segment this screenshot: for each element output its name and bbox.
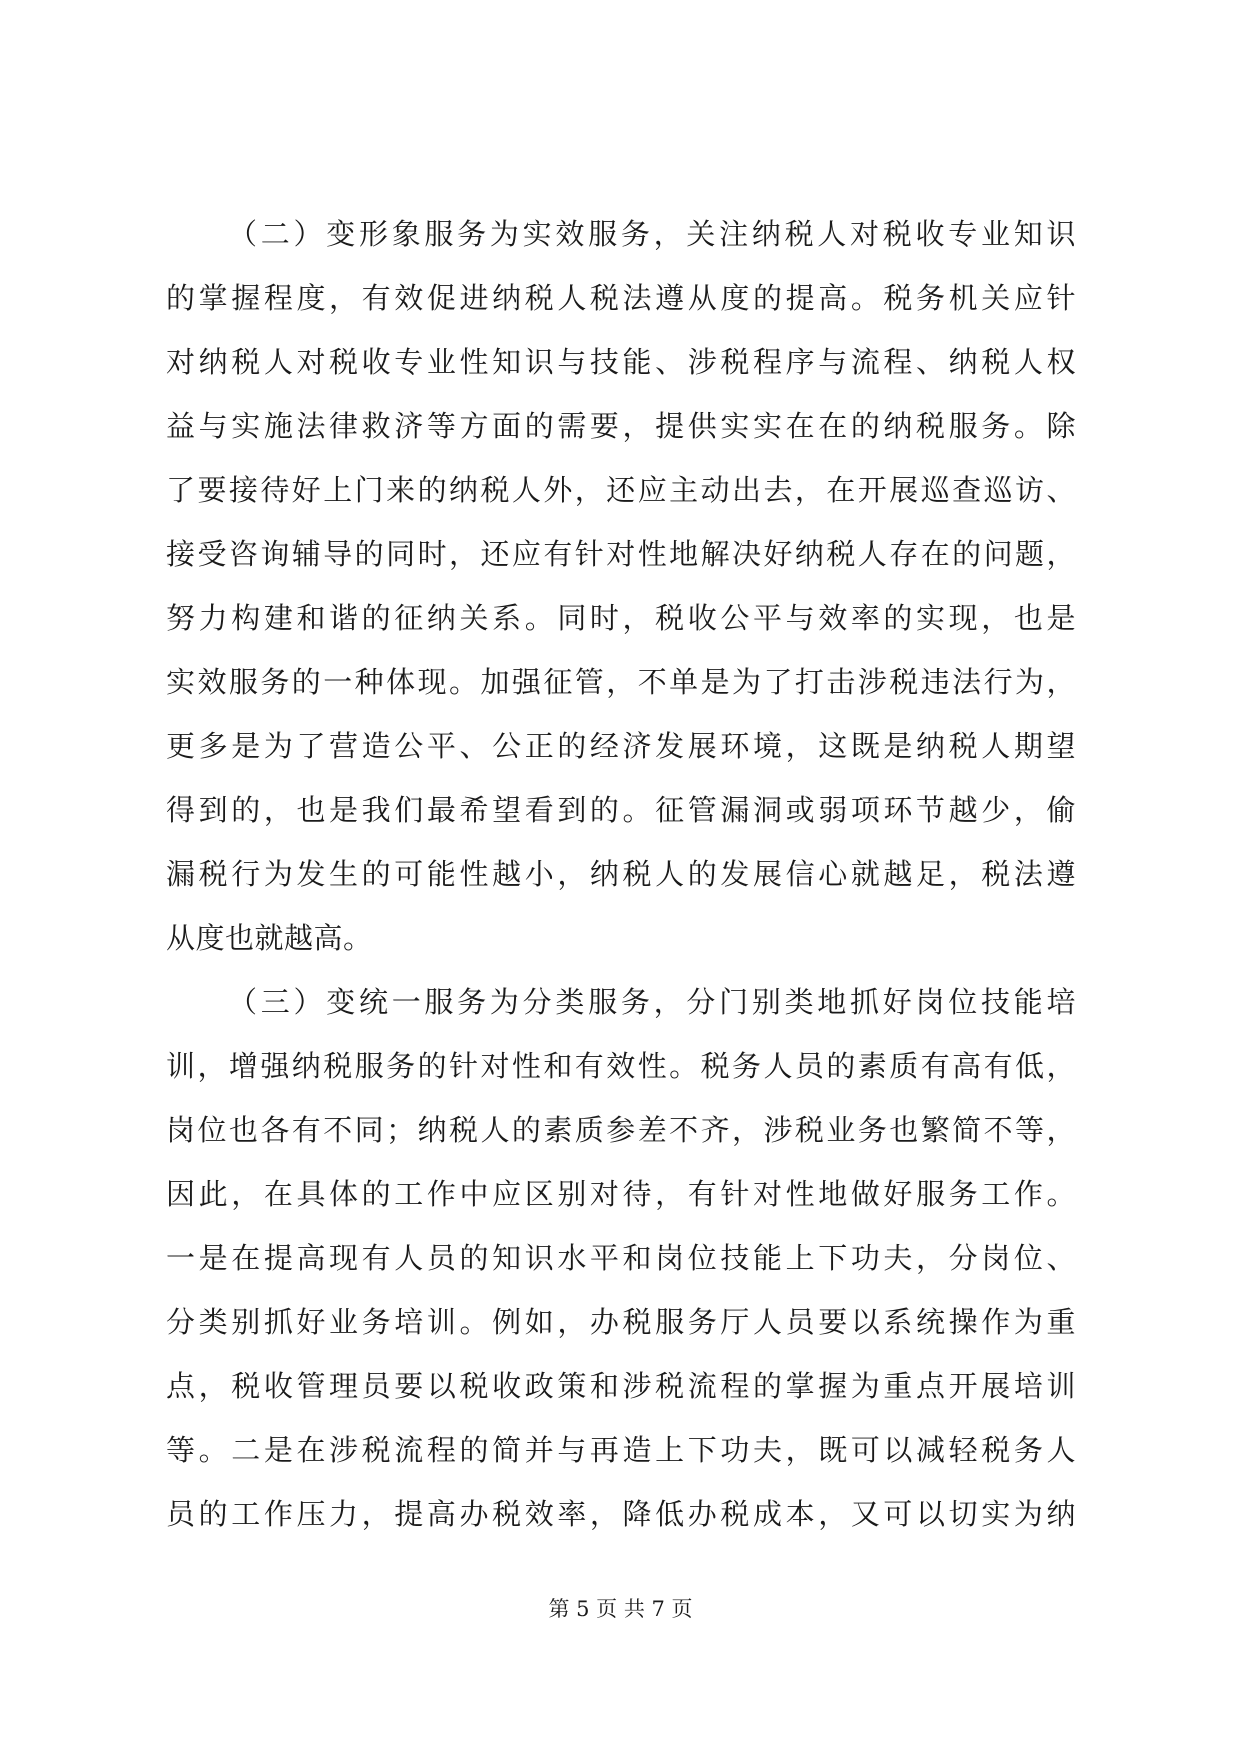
paragraph-line: 员的工作压力，提高办税效率，降低办税成本，又可以切实为纳 bbox=[166, 1497, 1076, 1531]
document-body bbox=[166, 202, 1076, 1546]
paragraph-line: 努力构建和谐的征纳关系。同时，税收公平与效率的实现，也是 bbox=[166, 601, 1076, 635]
paragraph-line: 岗位也各有不同；纳税人的素质参差不齐，涉税业务也繁简不等， bbox=[166, 1113, 1076, 1147]
paragraph-line: 实效服务的一种体现。加强征管，不单是为了打击涉税违法行为， bbox=[166, 665, 1076, 699]
paragraph-line: 对纳税人对税收专业性知识与技能、涉税程序与流程、纳税人权 bbox=[166, 345, 1076, 379]
paragraph-line: 益与实施法律救济等方面的需要，提供实实在在的纳税服务。除 bbox=[166, 409, 1076, 443]
paragraph-line: 分类别抓好业务培训。例如，办税服务厅人员要以系统操作为重 bbox=[166, 1305, 1076, 1339]
paragraph-line: 得到的，也是我们最希望看到的。征管漏洞或弱项环节越少，偷 bbox=[166, 793, 1076, 827]
paragraph-3 bbox=[166, 970, 1076, 1546]
paragraph-line: 了要接待好上门来的纳税人外，还应主动出去，在开展巡查巡访、 bbox=[166, 473, 1076, 507]
paragraph-line: 等。二是在涉税流程的简并与再造上下功夫，既可以减轻税务人 bbox=[166, 1433, 1076, 1467]
paragraph-line: 一是在提高现有人员的知识水平和岗位技能上下功夫，分岗位、 bbox=[166, 1241, 1076, 1275]
paragraph-line: （二）变形象服务为实效服务，关注纳税人对税收专业知识 bbox=[228, 217, 1076, 251]
paragraph-line: 点，税收管理员要以税收政策和涉税流程的掌握为重点开展培训 bbox=[166, 1369, 1076, 1403]
paragraph-line: （三）变统一服务为分类服务，分门别类地抓好岗位技能培 bbox=[228, 985, 1076, 1019]
paragraph-line: 漏税行为发生的可能性越小，纳税人的发展信心就越足，税法遵 bbox=[166, 857, 1076, 891]
paragraph-line: 更多是为了营造公平、公正的经济发展环境，这既是纳税人期望 bbox=[166, 729, 1076, 763]
paragraph-line: 接受咨询辅导的同时，还应有针对性地解决好纳税人存在的问题， bbox=[166, 537, 1076, 571]
page-number-footer: 第 5 页 共 7 页 bbox=[548, 1597, 693, 1621]
paragraph-line: 因此，在具体的工作中应区别对待，有针对性地做好服务工作。 bbox=[166, 1177, 1076, 1211]
paragraph-line: 的掌握程度，有效促进纳税人税法遵从度的提高。税务机关应针 bbox=[166, 281, 1076, 315]
paragraph-line: 从度也就越高。 bbox=[166, 921, 373, 955]
paragraph-line: 训，增强纳税服务的针对性和有效性。税务人员的素质有高有低， bbox=[166, 1049, 1076, 1083]
paragraph-2 bbox=[166, 202, 1076, 970]
